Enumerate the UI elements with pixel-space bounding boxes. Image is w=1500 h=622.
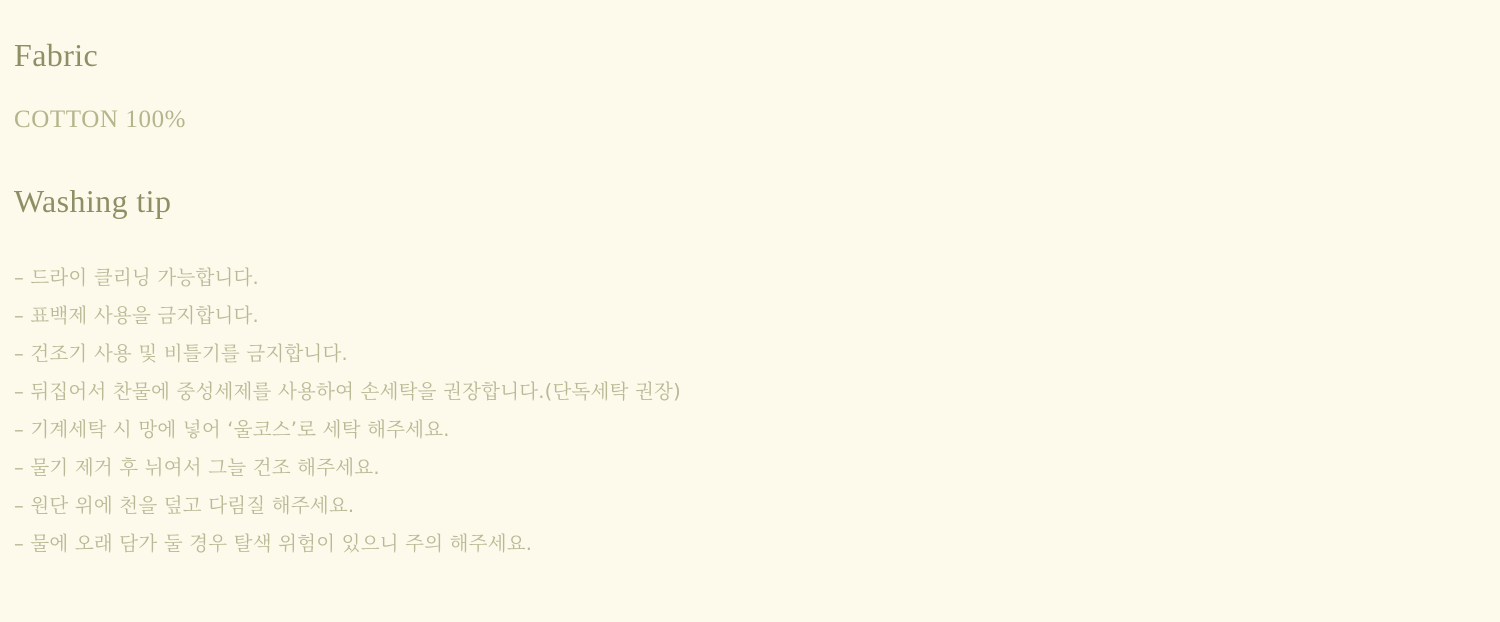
list-item: – 표백제 사용을 금지합니다. — [14, 303, 259, 327]
list-item: – 원단 위에 천을 덮고 다림질 해주세요. — [14, 493, 355, 517]
list-item: – 뒤집어서 찬물에 중성세제를 사용하여 손세탁을 권장합니다.(단독세탁 권장) — [14, 379, 681, 403]
list-item: – 기계세탁 시 망에 넣어 ‘울코스’로 세탁 해주세요. — [14, 417, 450, 441]
list-item: – 드라이 클리닝 가능합니다. — [14, 265, 259, 289]
list-item: – 물기 제거 후 뉘여서 그늘 건조 해주세요. — [14, 455, 380, 479]
washing-instructions-list — [14, 221, 1500, 563]
fabric-heading: Fabric — [14, 37, 99, 73]
list-item: – 물에 오래 담가 둘 경우 탈색 위험이 있으니 주의 해주세요. — [14, 531, 533, 555]
list-item: – 건조기 사용 및 비틀기를 금지합니다. — [14, 341, 348, 365]
washing-tip-heading: Washing tip — [14, 183, 172, 220]
fabric-composition-value: COTTON 100% — [14, 106, 187, 134]
